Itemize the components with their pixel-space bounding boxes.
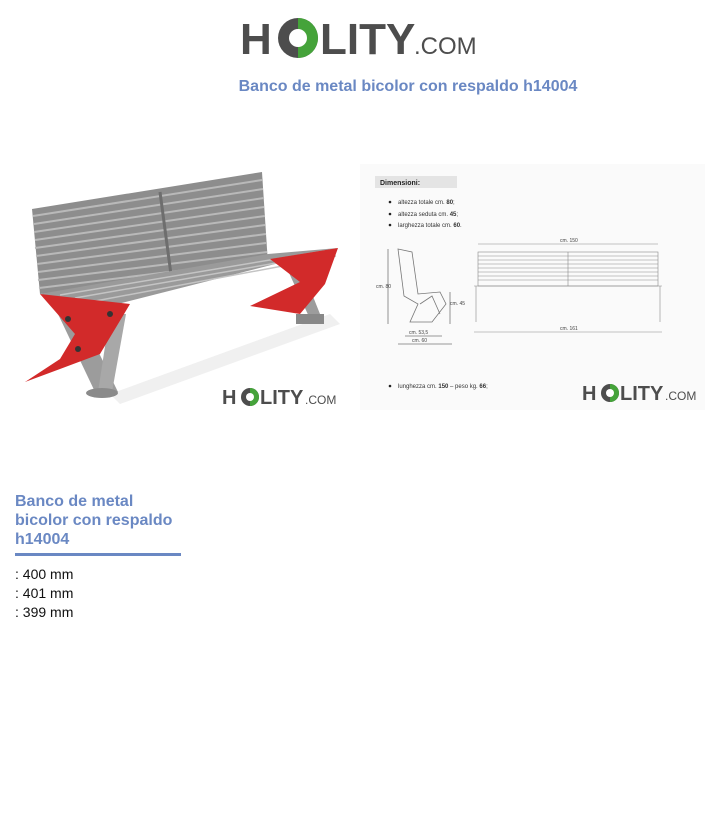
logo-suffix: .COM: [414, 33, 477, 60]
spec-item: : 400 mm: [15, 566, 74, 582]
side-seat-label: cm. 45: [450, 301, 466, 307]
side-height-label: cm. 80: [376, 284, 392, 290]
svg-text:altezza seduta cm. 45;: altezza seduta cm. 45;: [398, 212, 459, 218]
svg-text:altezza totale cm. 80;: altezza totale cm. 80;: [398, 200, 455, 206]
side-depth2-label: cm. 60: [412, 338, 428, 344]
title-divider: [15, 553, 181, 556]
svg-text:LITY: LITY: [620, 383, 664, 405]
footer-bullet: [389, 384, 488, 390]
svg-text:larghezza totale cm. 60.: larghezza totale cm. 60.: [398, 223, 462, 229]
svg-text:H: H: [582, 383, 597, 405]
logo-letters-lity: LITY: [320, 15, 416, 64]
holity-logo[interactable]: [238, 10, 484, 66]
spec-item: : 399 mm: [15, 604, 74, 620]
front-top-label: cm. 150: [560, 238, 578, 244]
logo-o-icon: [278, 18, 318, 58]
product-title: [15, 492, 185, 549]
svg-text:LITY: LITY: [260, 387, 304, 409]
logo-letter-h: H: [240, 15, 272, 64]
side-depth1-label: cm. 53,5: [409, 330, 429, 336]
spec-item: : 401 mm: [15, 585, 74, 601]
page-title: Banco de metal bicolor con respaldo h14004: [238, 78, 578, 95]
svg-text:lunghezza cm. 150 – peso kg. 6: lunghezza cm. 150 – peso kg. 66;: [398, 384, 488, 390]
dimensions-heading: Dimensioni:: [380, 180, 421, 187]
svg-text:.COM: .COM: [305, 393, 337, 407]
product-title-line: Banco de metal: [15, 493, 134, 510]
product-title-line: h14004: [15, 531, 70, 548]
svg-text:H: H: [222, 387, 237, 409]
product-title-line: bicolor con respaldo: [15, 512, 173, 529]
spec-list: [15, 565, 73, 622]
dimensions-drawing[interactable]: [360, 164, 705, 410]
svg-text:.COM: .COM: [665, 389, 697, 403]
dimensions-bullets: [389, 200, 462, 229]
front-bottom-label: cm. 161: [560, 326, 578, 332]
product-image[interactable]: [0, 164, 348, 410]
